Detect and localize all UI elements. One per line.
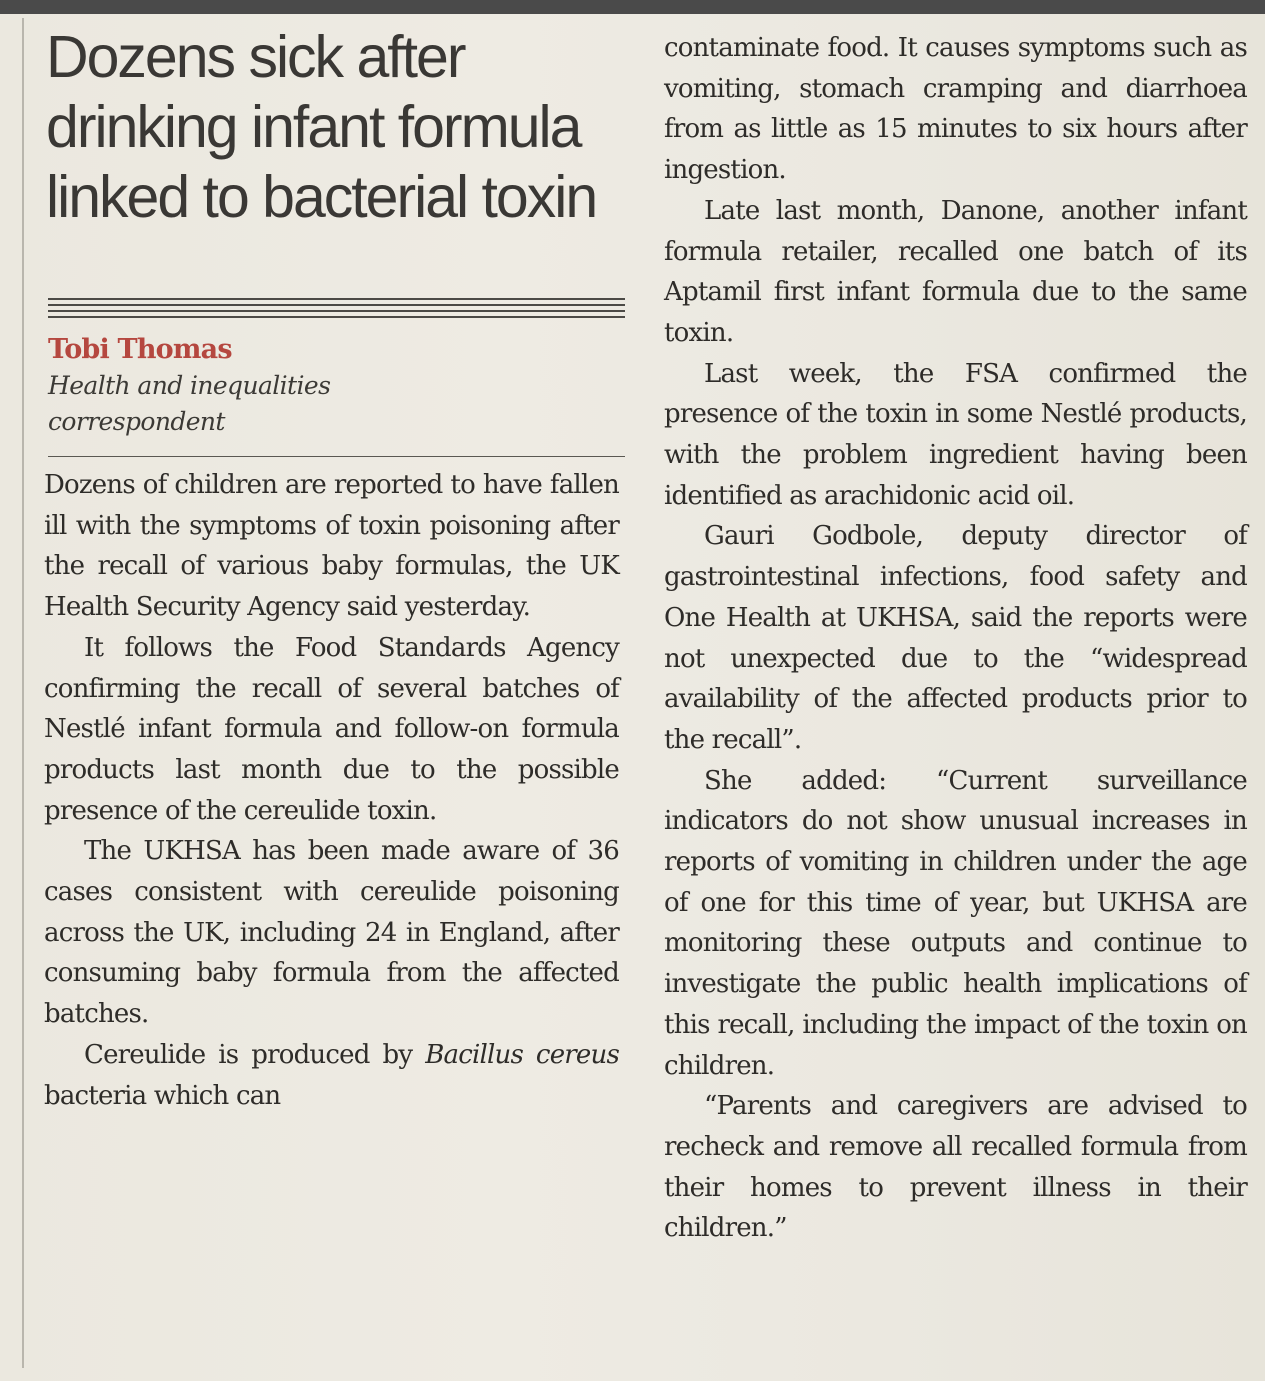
rule-line	[48, 304, 625, 306]
article-body-left	[44, 465, 619, 1116]
paragraph-cereulide	[44, 1035, 619, 1116]
species-name: Bacillus cereus	[425, 1039, 619, 1070]
right-column	[664, 28, 1247, 1249]
paragraph: The UKHSA has been made aware of 36 cases consistent with cereulide poisoning across the UK, including 24 in England, after consuming baby formula from the affected batches.	[44, 836, 619, 1030]
rule-line	[48, 310, 625, 312]
paragraph: “Parents and caregivers are advised to recheck and remove all recalled formula from their homes to prevent illness in their children.”	[664, 1091, 1247, 1244]
byline	[48, 332, 625, 440]
paragraph: Last week, the FSA confirmed the presence of the toxin in some Nestlé products, with the problem ingredient having been identified as arachidonic acid oil.	[664, 358, 1247, 511]
paragraph-continuation: contaminate food. It causes symptoms such as vomiting, stomach cramping and diarrhoea from as little as 15 minutes to six hours after ingestion.	[664, 33, 1247, 186]
column-divider	[22, 18, 24, 1368]
rule-line	[48, 316, 625, 318]
paragraph: Gauri Godbole, deputy director of gastrointestinal infections, food safety and One Health at UKHSA, said the reports were not unexpected due to the “widespread availability of the affected products prior to the recall”.	[664, 521, 1247, 755]
article-body-right	[664, 28, 1247, 1249]
left-column	[40, 18, 625, 1116]
paragraph: She added: “Current surveillance indicators do not show unusual increases in reports of vomiting in children under the age of one for this time of year, but UKHSA are monitoring these outputs and continue to investigate the public health implications of this recall, including the impact of the toxin on children.	[664, 765, 1247, 1081]
headline: Dozens sick after drinking infant formula linked to bacterial toxin	[46, 24, 597, 230]
paragraph: Dozens of children are reported to have fallen ill with the symptoms of toxin poisoning after the recall of various baby formulas, the UK Health Security Agency said yesterday.	[44, 470, 619, 623]
rule-line	[48, 298, 625, 300]
headline-rules	[48, 298, 625, 318]
paragraph: It follows the Food Standards Agency confirming the recall of several batches of Nestlé infant formula and follow-on formula products last month due to the possible presence of the cereulide toxin.	[44, 632, 619, 826]
byline-role: Health and inequalities correspondent	[48, 371, 331, 436]
scan-edge	[0, 0, 1265, 14]
text-run: bacteria which can	[44, 1080, 281, 1111]
byline-divider	[48, 456, 625, 457]
byline-name: Tobi Thomas	[48, 334, 232, 365]
paragraph: Late last month, Danone, another infant formula retailer, recalled one batch of its Aptamil first infant formula due to the same toxin.	[664, 195, 1247, 348]
text-run: Cereulide is produced by	[84, 1039, 426, 1070]
